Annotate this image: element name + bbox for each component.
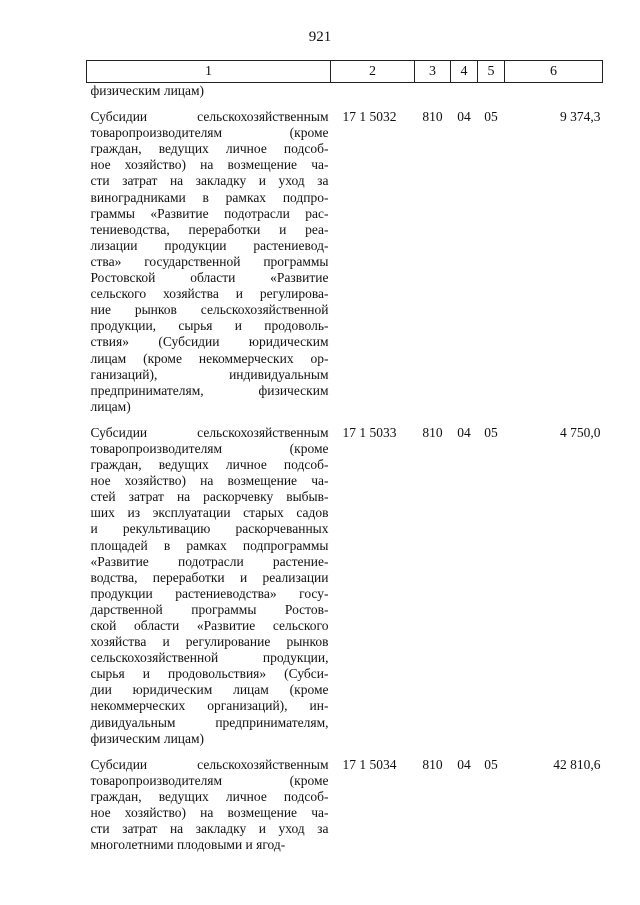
description-line: товаропроизводителям (кроме xyxy=(90,772,329,788)
description-line: тениеводства, переработки и реа- xyxy=(90,221,329,237)
description-line: лизации продукции растениевод- xyxy=(90,237,329,253)
table-row xyxy=(87,109,603,415)
row-description xyxy=(87,425,331,747)
column-header-4: 4 xyxy=(451,61,478,83)
description-line: предпринимателям, физическим xyxy=(90,382,329,398)
description-line: ганизаций), индивидуальным xyxy=(90,366,329,382)
page-number: 921 xyxy=(308,29,332,45)
row-col5: 05 xyxy=(484,756,498,772)
description-line: виноградниками в рамках подпро- xyxy=(90,189,329,205)
description-line: Субсидии сельскохозяйственным xyxy=(90,756,329,772)
description-line: товаропроизводителям (кроме xyxy=(90,125,329,141)
row-col5: 05 xyxy=(484,109,498,125)
row-code: 17 1 5033 xyxy=(342,424,397,440)
description-line: ской области «Развитие сельского xyxy=(90,618,329,633)
row-description xyxy=(87,757,331,854)
description-line: некоммерческих организаций), ин- xyxy=(90,698,329,714)
column-header-amount: 6 xyxy=(505,61,603,83)
description-line: сельского хозяйства и регулирова- xyxy=(90,286,329,302)
row-code: 17 1 5032 xyxy=(342,109,397,125)
row-col5: 05 xyxy=(484,424,498,440)
description-line: стей затрат на раскорчевку выбыв- xyxy=(90,489,329,505)
table-row xyxy=(87,757,603,854)
row-col4: 04 xyxy=(457,109,471,125)
description-line: ших из эксплуатации старых садов xyxy=(90,505,329,521)
description-line: водства, переработки и реализации xyxy=(90,569,329,585)
description-line: продукции растениеводства» госу- xyxy=(90,585,329,601)
column-header-code: 2 xyxy=(331,61,415,83)
budget-table xyxy=(86,60,603,853)
row-amount: 42 810,6 xyxy=(553,756,601,772)
description-line: дарственной программы Ростов- xyxy=(90,601,329,617)
row-col4: 04 xyxy=(457,756,471,772)
description-line: ное хозяйство) на возмещение ча- xyxy=(90,157,329,173)
description-line: ние рынков сельскохозяйственной xyxy=(90,302,329,318)
description-line: продукции, сырья и продоволь- xyxy=(90,318,329,334)
description-line: сельскохозяйственной продукции, xyxy=(90,650,329,666)
description-line: сти затрат на закладку и уход за xyxy=(90,821,329,837)
row-amount: 9 374,3 xyxy=(560,109,601,125)
description-line: ное хозяйство) на возмещение ча- xyxy=(90,473,329,489)
table-header-row xyxy=(87,61,603,83)
table-row xyxy=(87,425,603,747)
description-line: площадей в рамках подпрограммы xyxy=(90,537,329,553)
continuation-row xyxy=(87,83,603,100)
description-line: граждан, ведущих личное подсоб- xyxy=(90,457,329,473)
description-line: товаропроизводителям (кроме xyxy=(90,440,329,456)
column-header-name: 1 xyxy=(87,61,331,83)
description-line: хозяйства и регулирование рынков xyxy=(90,634,329,650)
description-line: граждан, ведущих личное подсоб- xyxy=(90,788,329,804)
description-line: граммы «Развитие подотрасли рас- xyxy=(90,205,329,221)
description-line: «Развитие подотрасли растение- xyxy=(90,553,329,569)
description-line: граждан, ведущих личное подсоб- xyxy=(90,141,329,157)
description-line: лицам) xyxy=(90,398,131,414)
description-line: и рекультивацию раскорчеванных xyxy=(90,521,329,537)
row-col3: 810 xyxy=(422,756,443,772)
row-amount: 4 750,0 xyxy=(560,424,601,440)
description-line: ное хозяйство) на возмещение ча- xyxy=(90,805,329,821)
continuation-text: физическим лицам) xyxy=(90,83,205,98)
row-col3: 810 xyxy=(422,424,443,440)
row-code: 17 1 5034 xyxy=(342,756,397,772)
description-line: физическим лицам) xyxy=(90,730,205,746)
column-header-3: 3 xyxy=(415,61,451,83)
row-col4: 04 xyxy=(457,424,471,440)
description-line: дии юридическим лицам (кроме xyxy=(90,682,329,698)
description-line: сырья и продовольствия» (Субси- xyxy=(90,666,329,682)
description-line: ствия» (Субсидии юридическим xyxy=(90,334,329,350)
description-line: Субсидии сельскохозяйственным xyxy=(90,109,329,125)
description-line: многолетними плодовыми и ягод- xyxy=(90,837,286,853)
row-col3: 810 xyxy=(422,109,443,125)
description-line: дивидуальным предпринимателям, xyxy=(90,714,329,730)
description-line: лицам (кроме некоммерческих ор- xyxy=(90,350,329,366)
column-header-5: 5 xyxy=(478,61,505,83)
description-line: Ростовской области «Развитие xyxy=(90,270,329,286)
description-line: Субсидии сельскохозяйственным xyxy=(90,424,329,440)
description-line: сти затрат на закладку и уход за xyxy=(90,173,329,189)
description-line: ства» государственной программы xyxy=(90,253,329,269)
row-description xyxy=(87,109,331,415)
